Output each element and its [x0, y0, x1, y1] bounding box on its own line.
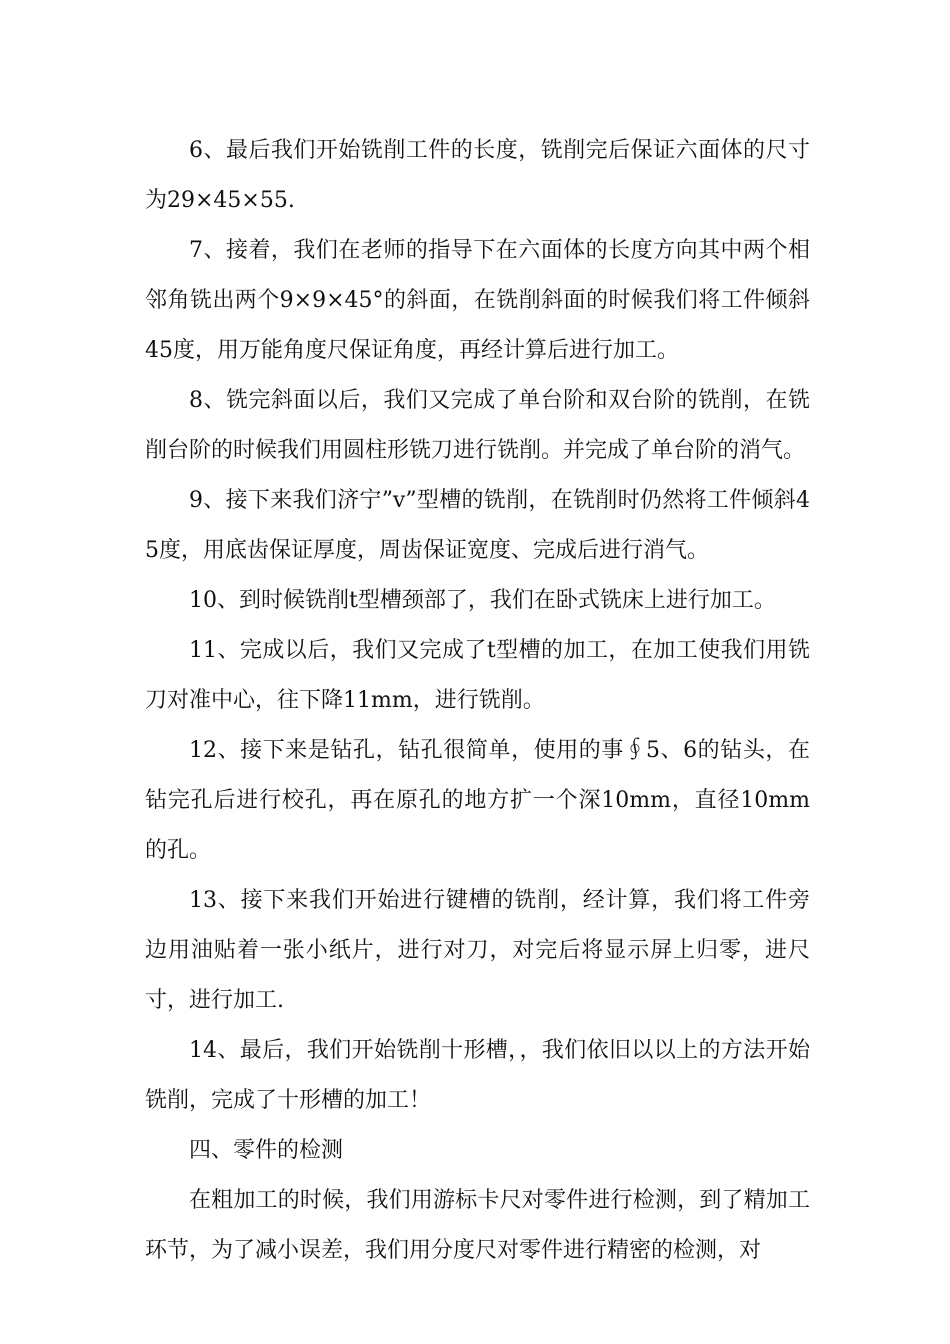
- paragraph-step-9: 9、接下来我们济宁”v”型槽的铣削，在铣削时仍然将工件倾斜45度，用底齿保证厚度，周齿保证宽度、完成后进行消气。: [145, 488, 810, 563]
- paragraph-step-6: 6、最后我们开始铣削工件的长度，铣削完后保证六面体的尺寸为29×45×55.: [145, 138, 810, 213]
- section-heading-inspection: 四、零件的检测: [189, 1138, 344, 1163]
- paragraph-step-11: 11、完成以后，我们又完成了t型槽的加工，在加工使我们用铣刀对准中心，往下降11mm，进行铣削。: [145, 638, 810, 713]
- paragraph-inspection: 在粗加工的时候，我们用游标卡尺对零件进行检测，到了精加工环节，为了减小误差，我们用分度尺对零件进行精密的检测，对: [145, 1188, 810, 1263]
- paragraph-step-7: 7、接着，我们在老师的指导下在六面体的长度方向其中两个相邻角铣出两个9×9×45°的斜面，在铣削斜面的时候我们将工件倾斜45度，用万能角度尺保证角度，再经计算后进行加工。: [145, 238, 810, 363]
- document-body: [145, 126, 810, 1276]
- paragraph-step-10: 10、到时候铣削t型槽颈部了，我们在卧式铣床上进行加工。: [189, 588, 776, 613]
- paragraph-step-14: 14、最后，我们开始铣削十形槽，，我们依旧以以上的方法开始铣削，完成了十形槽的加工！: [145, 1038, 810, 1113]
- paragraph-step-8: 8、铣完斜面以后，我们又完成了单台阶和双台阶的铣削，在铣削台阶的时候我们用圆柱形铣刀进行铣削。并完成了单台阶的消气。: [145, 388, 810, 463]
- paragraph-step-12: 12、接下来是钻孔，钻孔很简单，使用的事∮5、6的钻头，在钻完孔后进行校孔，再在原孔的地方扩一个深10mm，直径10mm的孔。: [145, 738, 810, 863]
- paragraph-step-13: 13、接下来我们开始进行键槽的铣削，经计算，我们将工件旁边用油贴着一张小纸片，进行对刀，对完后将显示屏上归零，进尺寸，进行加工.: [145, 888, 810, 1013]
